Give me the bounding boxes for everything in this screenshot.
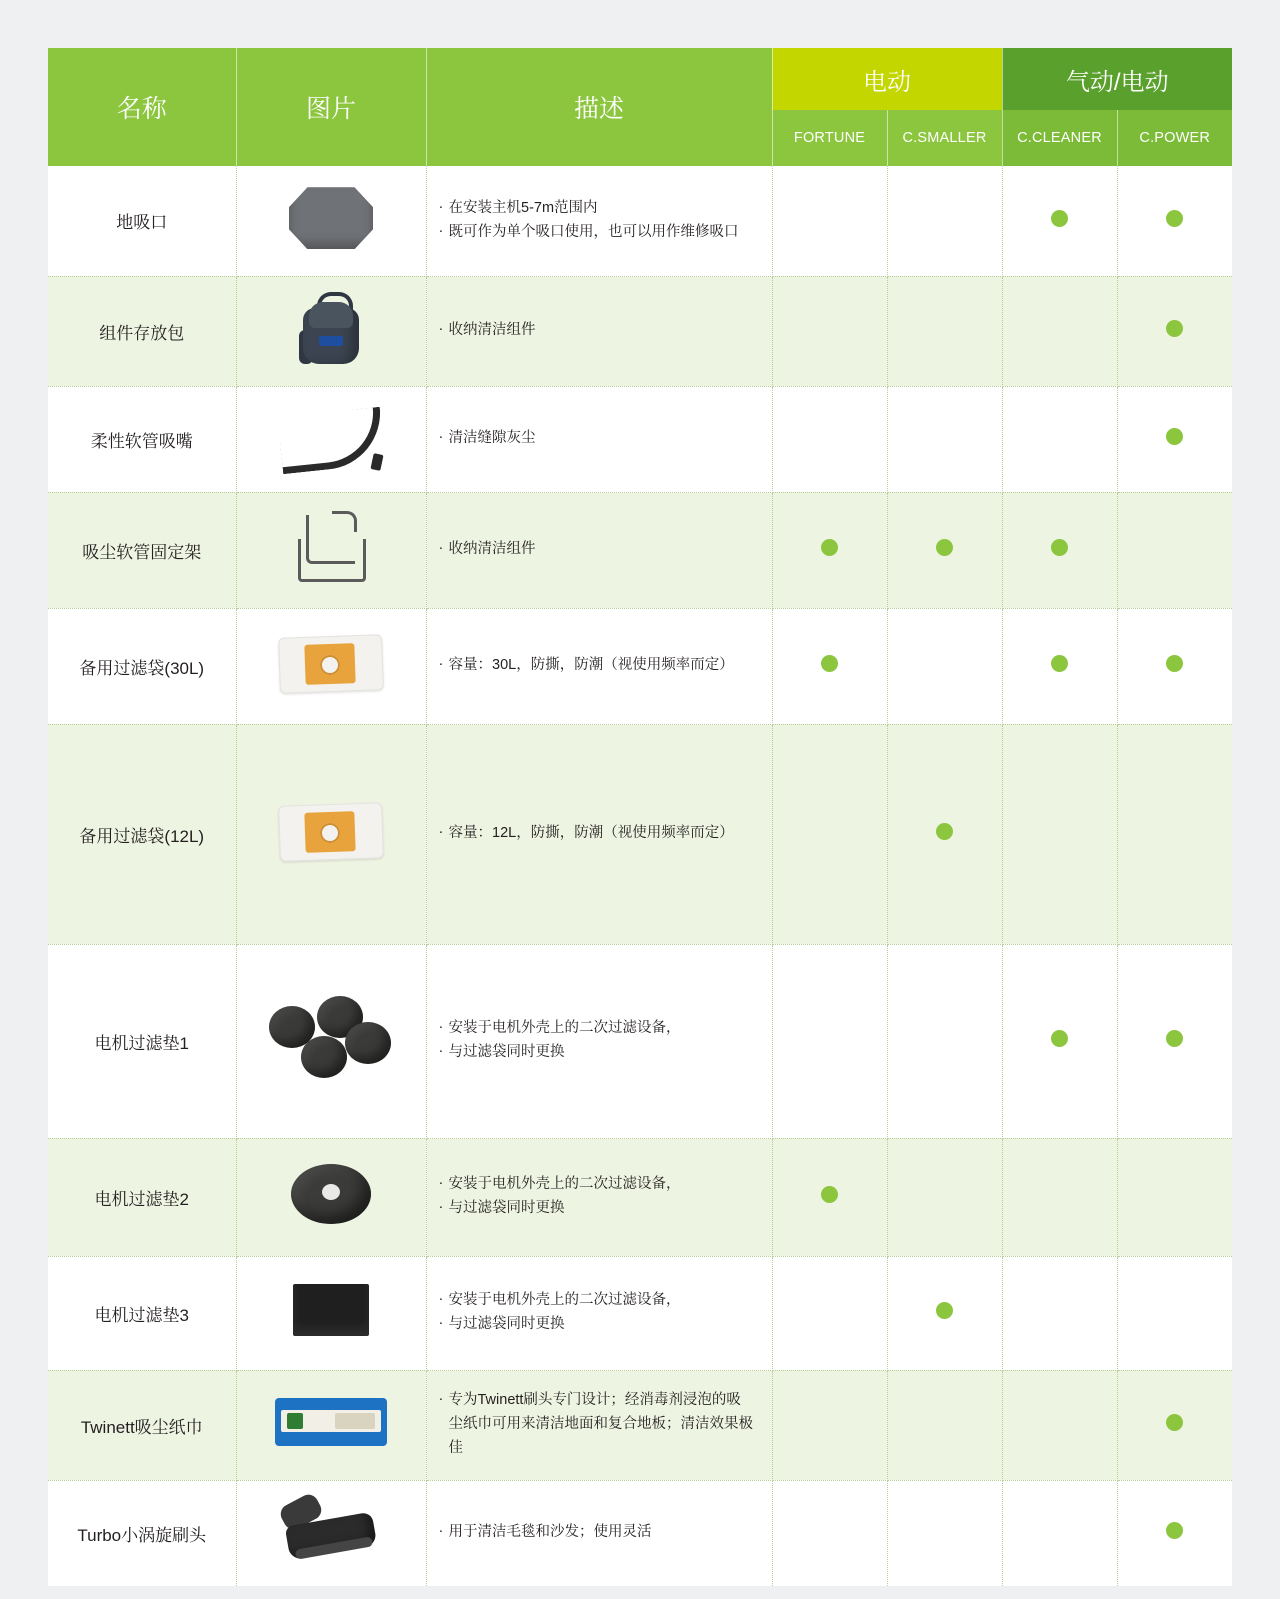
- header-group-electric: 电动: [772, 48, 1002, 110]
- desc-line: · 容量：12L，防撕，防潮（视使用频率而定）: [439, 822, 754, 846]
- mark-csmaller: [887, 386, 1002, 492]
- row-name: 地吸口: [48, 166, 236, 276]
- row-image: [236, 724, 426, 944]
- row-name: Twinett吸尘纸巾: [48, 1370, 236, 1480]
- header-col-cpower: C.POWER: [1117, 110, 1232, 166]
- table-row: [48, 1256, 1232, 1370]
- mark-csmaller: [887, 166, 1002, 276]
- table-row: [48, 608, 1232, 724]
- desc-line: · 专为Twinett刷头专门设计；经消毒剂浸泡的吸尘纸巾可用来清洁地面和复合地板；清洁效果极佳: [439, 1389, 754, 1461]
- mark-fortune: [772, 492, 887, 608]
- table-header: [48, 48, 1232, 166]
- row-image: [236, 166, 426, 276]
- mark-ccleaner: [1002, 724, 1117, 944]
- mark-fortune: [772, 944, 887, 1138]
- header-col-fortune: FORTUNE: [772, 110, 887, 166]
- table-row: [48, 492, 1232, 608]
- row-description: [426, 1256, 772, 1370]
- header-group-pneumatic-electric: 气动/电动: [1002, 48, 1232, 110]
- row-description: [426, 1480, 772, 1586]
- row-description: [426, 608, 772, 724]
- row-name: 备用过滤袋(12L): [48, 724, 236, 944]
- row-description: [426, 1138, 772, 1256]
- row-image: [236, 386, 426, 492]
- mark-cpower: [1117, 166, 1232, 276]
- mark-cpower: [1117, 1370, 1232, 1480]
- mark-cpower: [1117, 1256, 1232, 1370]
- mark-ccleaner: [1002, 944, 1117, 1138]
- row-name: 吸尘软管固定架: [48, 492, 236, 608]
- mark-cpower: [1117, 1480, 1232, 1586]
- header-col-ccleaner: C.CLEANER: [1002, 110, 1117, 166]
- row-image: [236, 608, 426, 724]
- mark-csmaller: [887, 724, 1002, 944]
- row-description: [426, 724, 772, 944]
- desc-line: · 既可作为单个吸口使用，也可以用作维修吸口: [439, 221, 754, 245]
- table-row: [48, 166, 1232, 276]
- mark-ccleaner: [1002, 608, 1117, 724]
- mark-fortune: [772, 724, 887, 944]
- row-name: 备用过滤袋(30L): [48, 608, 236, 724]
- table-row: [48, 276, 1232, 386]
- mark-csmaller: [887, 608, 1002, 724]
- mark-ccleaner: [1002, 1138, 1117, 1256]
- desc-line: · 容量：30L，防撕，防潮（视使用频率而定）: [439, 654, 754, 678]
- desc-line: · 安装于电机外壳上的二次过滤设备，: [439, 1289, 754, 1313]
- turbo-brush-icon: [275, 1493, 387, 1569]
- desc-line: · 在安装主机5-7m范围内: [439, 197, 754, 221]
- header-description: 描述: [426, 48, 772, 166]
- header-image: 图片: [236, 48, 426, 166]
- mark-csmaller: [887, 1370, 1002, 1480]
- table-row: [48, 944, 1232, 1138]
- row-description: [426, 276, 772, 386]
- header-col-csmaller: C.SMALLER: [887, 110, 1002, 166]
- mark-cpower: [1117, 608, 1232, 724]
- hose-holder-icon: [288, 509, 374, 587]
- flexible-hose-nozzle-icon: [276, 404, 386, 470]
- mark-cpower: [1117, 724, 1232, 944]
- desc-line: · 清洁缝隙灰尘: [439, 427, 754, 451]
- row-description: [426, 1370, 772, 1480]
- mark-ccleaner: [1002, 166, 1117, 276]
- mark-ccleaner: [1002, 492, 1117, 608]
- desc-line-cont: · 与过滤袋同时更换: [439, 1313, 754, 1337]
- row-name: Turbo小涡旋刷头: [48, 1480, 236, 1586]
- table-row: [48, 724, 1232, 944]
- floor-nozzle-icon: [289, 187, 373, 249]
- mark-cpower: [1117, 944, 1232, 1138]
- mark-csmaller: [887, 944, 1002, 1138]
- desc-line: · 收纳清洁组件: [439, 538, 754, 562]
- row-description: [426, 166, 772, 276]
- table-body: [48, 166, 1232, 1586]
- row-image: [236, 1138, 426, 1256]
- row-image: [236, 944, 426, 1138]
- mark-fortune: [772, 608, 887, 724]
- row-description: [426, 492, 772, 608]
- mark-csmaller: [887, 276, 1002, 386]
- filter-bag-icon: [279, 800, 383, 864]
- mark-fortune: [772, 386, 887, 492]
- row-name: 电机过滤垫2: [48, 1138, 236, 1256]
- mark-cpower: [1117, 276, 1232, 386]
- row-name: 电机过滤垫3: [48, 1256, 236, 1370]
- row-image: [236, 1480, 426, 1586]
- mark-csmaller: [887, 1480, 1002, 1586]
- desc-line: · 安装于电机外壳上的二次过滤设备，: [439, 1173, 754, 1197]
- table-row: [48, 1480, 1232, 1586]
- desc-line-cont: · 与过滤袋同时更换: [439, 1197, 754, 1221]
- motor-filter-ring-icon: [291, 1164, 371, 1226]
- desc-line-cont: · 与过滤袋同时更换: [439, 1041, 754, 1065]
- mark-fortune: [772, 1480, 887, 1586]
- table-row: [48, 386, 1232, 492]
- mark-csmaller: [887, 1256, 1002, 1370]
- mark-cpower: [1117, 1138, 1232, 1256]
- accessory-comparison-table: [48, 48, 1232, 1586]
- mark-ccleaner: [1002, 1480, 1117, 1586]
- row-image: [236, 1370, 426, 1480]
- filter-bag-icon: [279, 632, 383, 696]
- mark-cpower: [1117, 386, 1232, 492]
- desc-line: · 用于清洁毛毯和沙发；使用灵活: [439, 1521, 754, 1545]
- mark-ccleaner: [1002, 1256, 1117, 1370]
- mark-ccleaner: [1002, 386, 1117, 492]
- row-name: 电机过滤垫1: [48, 944, 236, 1138]
- cleaning-wipes-icon: [275, 1392, 387, 1454]
- mark-fortune: [772, 1256, 887, 1370]
- row-image: [236, 1256, 426, 1370]
- mark-csmaller: [887, 1138, 1002, 1256]
- row-name: 组件存放包: [48, 276, 236, 386]
- row-description: [426, 386, 772, 492]
- mark-cpower: [1117, 492, 1232, 608]
- mark-fortune: [772, 1370, 887, 1480]
- mark-csmaller: [887, 492, 1002, 608]
- mark-ccleaner: [1002, 276, 1117, 386]
- desc-line: · 收纳清洁组件: [439, 319, 754, 343]
- motor-filter-pads-icon: [267, 996, 395, 1082]
- motor-filter-foam-icon: [293, 1280, 369, 1342]
- mark-fortune: [772, 276, 887, 386]
- row-description: [426, 944, 772, 1138]
- table-row: [48, 1370, 1232, 1480]
- row-name: 柔性软管吸嘴: [48, 386, 236, 492]
- storage-bag-icon: [295, 290, 367, 368]
- mark-ccleaner: [1002, 1370, 1117, 1480]
- row-image: [236, 492, 426, 608]
- desc-line: · 安装于电机外壳上的二次过滤设备，: [439, 1017, 754, 1041]
- mark-fortune: [772, 1138, 887, 1256]
- header-name: 名称: [48, 48, 236, 166]
- row-image: [236, 276, 426, 386]
- table-row: [48, 1138, 1232, 1256]
- mark-fortune: [772, 166, 887, 276]
